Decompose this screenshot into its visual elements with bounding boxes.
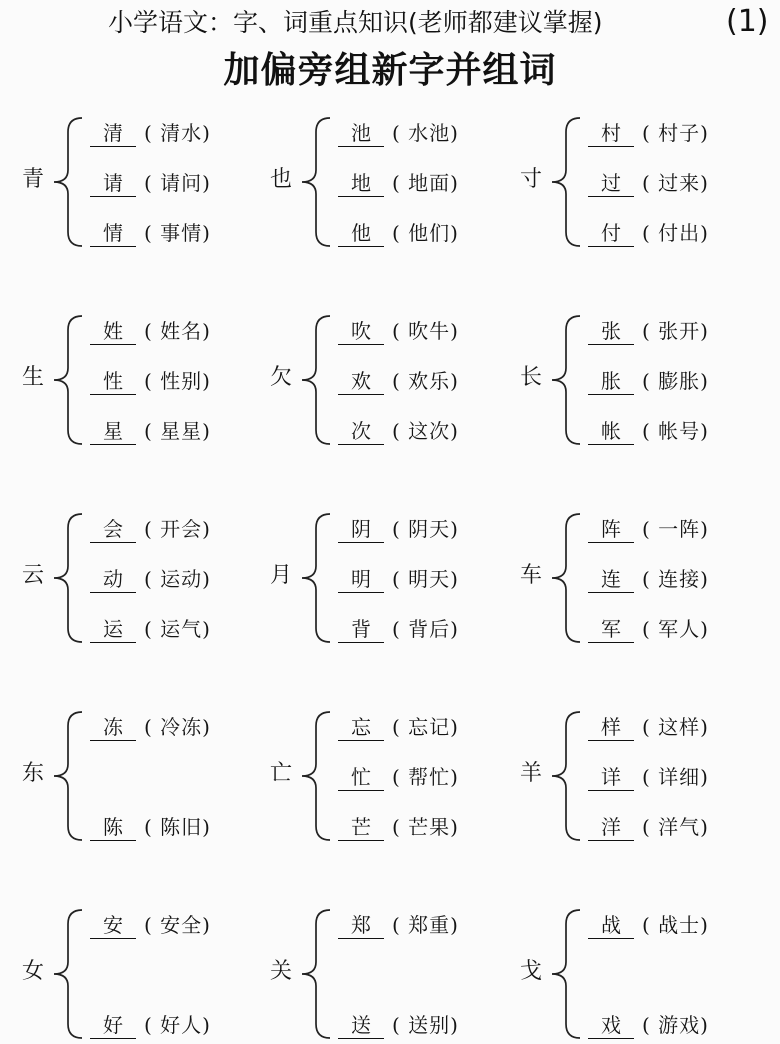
new-character: 冻 <box>90 714 136 741</box>
word-example: ( 芒果) <box>392 815 459 839</box>
word-example: ( 详细) <box>642 765 709 789</box>
curly-brace <box>44 706 84 846</box>
curly-brace <box>542 112 582 252</box>
word-entry <box>338 1010 459 1040</box>
word-entry <box>90 168 211 198</box>
new-character: 连 <box>588 566 634 593</box>
radical-group <box>18 508 268 648</box>
word-entry <box>588 812 709 842</box>
radical-group <box>18 706 268 846</box>
new-character: 运 <box>90 616 136 643</box>
word-example: ( 运气) <box>144 617 211 641</box>
radical-group <box>266 112 516 252</box>
word-entry <box>338 762 459 792</box>
word-example: ( 事情) <box>144 221 211 245</box>
word-entry <box>588 910 709 940</box>
page-number: (1) <box>726 4 769 39</box>
word-example: ( 运动) <box>144 567 211 591</box>
root-character: 车 <box>519 563 542 588</box>
radical-group <box>516 706 766 846</box>
word-entry <box>90 366 211 396</box>
root-character: 羊 <box>519 761 542 786</box>
new-character: 请 <box>90 170 136 197</box>
word-example: ( 军人) <box>642 617 709 641</box>
word-entry <box>90 316 211 346</box>
word-example: ( 陈旧) <box>144 815 211 839</box>
word-example: ( 过来) <box>642 171 709 195</box>
new-character: 姓 <box>90 318 136 345</box>
word-example: ( 开会) <box>144 517 211 541</box>
word-example: ( 清水) <box>144 121 211 145</box>
new-character: 吹 <box>338 318 384 345</box>
word-example: ( 游戏) <box>642 1013 709 1037</box>
word-entry <box>338 564 459 594</box>
new-character: 好 <box>90 1012 136 1039</box>
new-character: 会 <box>90 516 136 543</box>
word-entry <box>588 564 709 594</box>
curly-brace <box>542 904 582 1044</box>
word-entry <box>338 514 459 544</box>
word-example: ( 张开) <box>642 319 709 343</box>
new-character: 欢 <box>338 368 384 395</box>
curly-brace <box>292 310 332 450</box>
word-example: ( 这次) <box>392 419 459 443</box>
word-entry <box>90 812 211 842</box>
root-character: 东 <box>21 761 44 786</box>
root-character: 也 <box>269 167 292 192</box>
word-example: ( 请问) <box>144 171 211 195</box>
word-entry <box>90 1010 211 1040</box>
word-example: ( 冷冻) <box>144 715 211 739</box>
new-character: 军 <box>588 616 634 643</box>
word-example: ( 一阵) <box>642 517 709 541</box>
word-entry <box>338 366 459 396</box>
curly-brace <box>542 310 582 450</box>
new-character: 样 <box>588 714 634 741</box>
new-character: 忙 <box>338 764 384 791</box>
word-entry <box>338 218 459 248</box>
word-example: ( 背后) <box>392 617 459 641</box>
word-example: ( 水池) <box>392 121 459 145</box>
new-character: 陈 <box>90 814 136 841</box>
word-entry <box>588 514 709 544</box>
new-character: 地 <box>338 170 384 197</box>
word-example: ( 郑重) <box>392 913 459 937</box>
curly-brace <box>44 904 84 1044</box>
new-character: 安 <box>90 912 136 939</box>
word-example: ( 这样) <box>642 715 709 739</box>
word-entry <box>90 910 211 940</box>
word-entry <box>588 168 709 198</box>
word-entry <box>90 614 211 644</box>
word-entry <box>90 218 211 248</box>
word-example: ( 欢乐) <box>392 369 459 393</box>
root-character: 戈 <box>519 959 542 984</box>
new-character: 郑 <box>338 912 384 939</box>
new-character: 池 <box>338 120 384 147</box>
radical-group <box>18 112 268 252</box>
word-example: ( 他们) <box>392 221 459 245</box>
root-character: 寸 <box>519 167 542 192</box>
new-character: 付 <box>588 220 634 247</box>
word-entry <box>90 712 211 742</box>
new-character: 胀 <box>588 368 634 395</box>
radical-group <box>18 310 268 450</box>
word-entry <box>338 614 459 644</box>
root-character: 生 <box>21 365 44 390</box>
word-example: ( 付出) <box>642 221 709 245</box>
word-entry <box>90 564 211 594</box>
new-character: 帐 <box>588 418 634 445</box>
word-entry <box>338 812 459 842</box>
word-entry <box>588 762 709 792</box>
word-example: ( 安全) <box>144 913 211 937</box>
word-entry <box>338 712 459 742</box>
curly-brace <box>292 706 332 846</box>
word-example: ( 膨胀) <box>642 369 709 393</box>
new-character: 情 <box>90 220 136 247</box>
new-character: 张 <box>588 318 634 345</box>
word-entry <box>338 316 459 346</box>
word-example: ( 村子) <box>642 121 709 145</box>
word-example: ( 星星) <box>144 419 211 443</box>
word-example: ( 好人) <box>144 1013 211 1037</box>
root-character: 关 <box>269 959 292 984</box>
word-entry <box>90 514 211 544</box>
word-example: ( 送别) <box>392 1013 459 1037</box>
radical-group <box>516 112 766 252</box>
curly-brace <box>292 904 332 1044</box>
word-example: ( 性别) <box>144 369 211 393</box>
root-character: 青 <box>21 167 44 192</box>
page-title: 加偏旁组新字并组词 <box>223 50 557 91</box>
document-header-title: 小学语文：字、词重点知识(老师都建议掌握) <box>108 8 603 37</box>
new-character: 阴 <box>338 516 384 543</box>
word-example: ( 连接) <box>642 567 709 591</box>
new-character: 村 <box>588 120 634 147</box>
root-character: 云 <box>21 563 44 588</box>
new-character: 忘 <box>338 714 384 741</box>
word-entry <box>588 316 709 346</box>
new-character: 送 <box>338 1012 384 1039</box>
new-character: 洋 <box>588 814 634 841</box>
radical-group <box>516 310 766 450</box>
new-character: 芒 <box>338 814 384 841</box>
radical-group <box>516 508 766 648</box>
word-example: ( 阴天) <box>392 517 459 541</box>
radical-group <box>266 904 516 1044</box>
word-example: ( 忘记) <box>392 715 459 739</box>
word-entry <box>588 1010 709 1040</box>
word-entry <box>588 218 709 248</box>
new-character: 次 <box>338 418 384 445</box>
word-example: ( 吹牛) <box>392 319 459 343</box>
word-example: ( 姓名) <box>144 319 211 343</box>
new-character: 阵 <box>588 516 634 543</box>
curly-brace <box>292 112 332 252</box>
new-character: 动 <box>90 566 136 593</box>
word-example: ( 明天) <box>392 567 459 591</box>
new-character: 戏 <box>588 1012 634 1039</box>
word-entry <box>338 416 459 446</box>
curly-brace <box>542 508 582 648</box>
word-entry <box>338 168 459 198</box>
new-character: 过 <box>588 170 634 197</box>
new-character: 背 <box>338 616 384 643</box>
word-example: ( 帮忙) <box>392 765 459 789</box>
curly-brace <box>44 112 84 252</box>
new-character: 他 <box>338 220 384 247</box>
curly-brace <box>292 508 332 648</box>
new-character: 明 <box>338 566 384 593</box>
new-character: 清 <box>90 120 136 147</box>
radical-group <box>266 508 516 648</box>
radical-group <box>266 706 516 846</box>
word-entry <box>588 118 709 148</box>
word-example: ( 洋气) <box>642 815 709 839</box>
word-entry <box>90 118 211 148</box>
new-character: 战 <box>588 912 634 939</box>
word-entry <box>338 910 459 940</box>
radical-group <box>516 904 766 1044</box>
curly-brace <box>44 508 84 648</box>
root-character: 亡 <box>269 761 292 786</box>
new-character: 详 <box>588 764 634 791</box>
new-character: 性 <box>90 368 136 395</box>
root-character: 长 <box>519 365 542 390</box>
curly-brace <box>44 310 84 450</box>
word-example: ( 帐号) <box>642 419 709 443</box>
word-entry <box>588 416 709 446</box>
word-entry <box>588 712 709 742</box>
word-example: ( 地面) <box>392 171 459 195</box>
root-character: 月 <box>269 563 292 588</box>
root-character: 欠 <box>269 365 292 390</box>
new-character: 星 <box>90 418 136 445</box>
root-character: 女 <box>21 959 44 984</box>
radical-group <box>266 310 516 450</box>
word-entry <box>338 118 459 148</box>
word-entry <box>90 416 211 446</box>
word-example: ( 战士) <box>642 913 709 937</box>
radical-group <box>18 904 268 1044</box>
curly-brace <box>542 706 582 846</box>
word-entry <box>588 614 709 644</box>
word-entry <box>588 366 709 396</box>
